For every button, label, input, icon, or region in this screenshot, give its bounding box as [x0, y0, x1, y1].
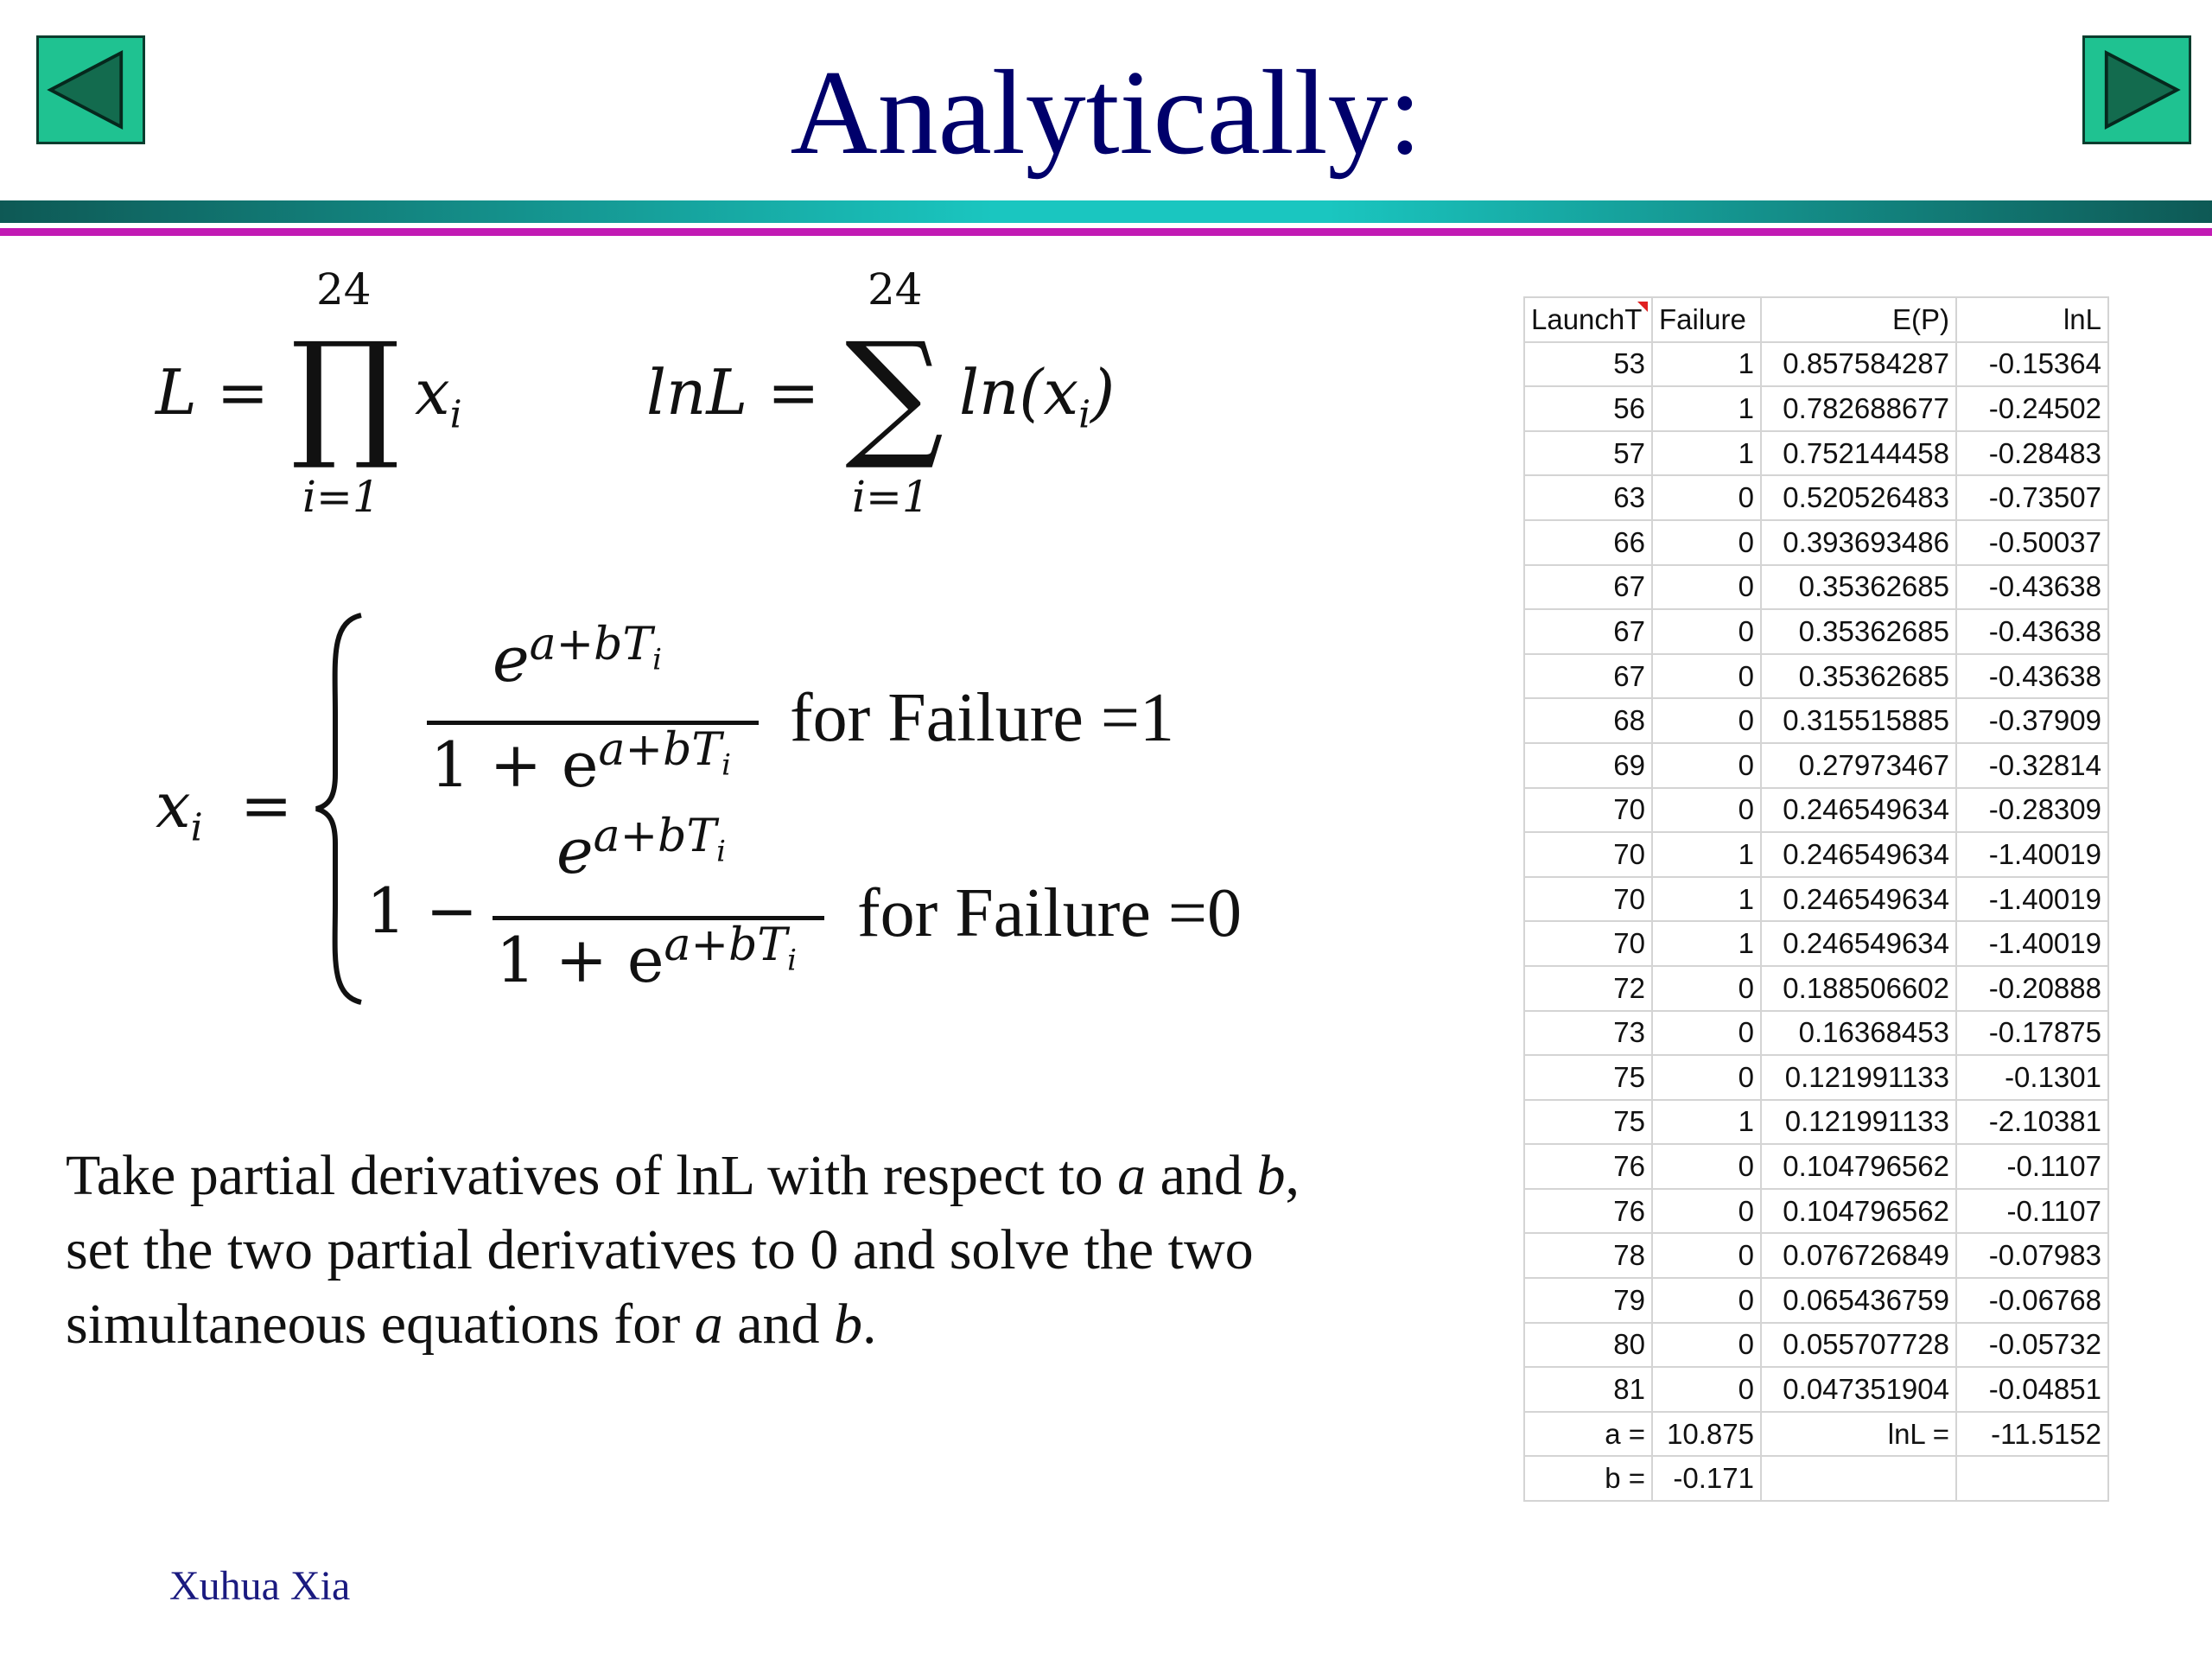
sum-upper-limit: 24	[868, 264, 923, 315]
table-cell: 78	[1524, 1233, 1652, 1278]
table-cell: -1.40019	[1956, 832, 2108, 877]
table-row	[1524, 877, 2108, 922]
table-cell: -0.1107	[1956, 1189, 2108, 1234]
header-failure: Failure	[1652, 297, 1761, 342]
table-row	[1524, 966, 2108, 1011]
table-cell: 0.857584287	[1761, 342, 1956, 387]
table-cell: 70	[1524, 921, 1652, 966]
table-row	[1524, 921, 2108, 966]
table-row	[1524, 1367, 2108, 1412]
table-cell: 0	[1652, 654, 1761, 699]
table-cell: 63	[1524, 475, 1652, 520]
table-cell: 75	[1524, 1100, 1652, 1145]
table-row	[1524, 1189, 2108, 1234]
table-cell: 53	[1524, 342, 1652, 387]
table-cell: b =	[1524, 1456, 1652, 1501]
table-cell: -0.73507	[1956, 475, 2108, 520]
table-cell: -0.06768	[1956, 1278, 2108, 1323]
summary-row	[1524, 1456, 2108, 1501]
table-cell: -0.04851	[1956, 1367, 2108, 1412]
table-row	[1524, 698, 2108, 743]
table-cell: -0.05732	[1956, 1323, 2108, 1368]
table-cell: 0.188506602	[1761, 966, 1956, 1011]
table-row	[1524, 788, 2108, 833]
header-launch-temp: LaunchT	[1524, 297, 1652, 342]
table-cell: -0.43638	[1956, 654, 2108, 699]
likelihood-spreadsheet	[1523, 296, 2109, 1502]
table-cell: -0.1107	[1956, 1144, 2108, 1189]
table-cell: 0.104796562	[1761, 1189, 1956, 1234]
table-cell: 75	[1524, 1055, 1652, 1100]
table-cell: -0.15364	[1956, 342, 2108, 387]
table-row	[1524, 743, 2108, 788]
table-cell: -0.28483	[1956, 431, 2108, 476]
table-row	[1524, 386, 2108, 431]
table-cell: 0	[1652, 1323, 1761, 1368]
table-cell: 0	[1652, 1055, 1761, 1100]
table-cell: 70	[1524, 877, 1652, 922]
xi-equals: =	[240, 769, 293, 842]
table-row	[1524, 1278, 2108, 1323]
table-row	[1524, 565, 2108, 610]
table-cell: 0	[1652, 1189, 1761, 1234]
xi-lhs: $x_i$	[156, 769, 203, 850]
title-divider-magenta	[0, 228, 2212, 236]
table-cell: 0	[1652, 788, 1761, 833]
table-cell: 67	[1524, 654, 1652, 699]
table-cell	[1761, 1456, 1956, 1501]
table-cell: 0.246549634	[1761, 832, 1956, 877]
table-cell: 0	[1652, 1367, 1761, 1412]
table-cell: 0.16368453	[1761, 1011, 1956, 1056]
table-cell: 0	[1652, 1233, 1761, 1278]
spreadsheet-header-row	[1524, 297, 2108, 342]
table-cell: -0.28309	[1956, 788, 2108, 833]
log-likelihood-lhs: lnL =	[646, 356, 820, 429]
instruction-line-3: simultaneous equations for a and b.	[66, 1293, 877, 1356]
table-cell: 68	[1524, 698, 1652, 743]
table-cell: 1	[1652, 877, 1761, 922]
case2-numerator: $e^{a+bT_i}$	[556, 810, 727, 887]
table-row	[1524, 520, 2108, 565]
table-cell: lnL =	[1761, 1412, 1956, 1457]
table-cell: 0	[1652, 609, 1761, 654]
table-cell: 0.121991133	[1761, 1055, 1956, 1100]
table-cell: 0.393693486	[1761, 520, 1956, 565]
table-cell: 0.35362685	[1761, 654, 1956, 699]
table-cell: 67	[1524, 565, 1652, 610]
table-cell: 0.121991133	[1761, 1100, 1956, 1145]
table-cell: 0	[1652, 475, 1761, 520]
table-cell: 67	[1524, 609, 1652, 654]
table-cell: 80	[1524, 1323, 1652, 1368]
table-cell: -2.10381	[1956, 1100, 2108, 1145]
table-row	[1524, 1011, 2108, 1056]
table-cell: 57	[1524, 431, 1652, 476]
table-cell: 1	[1652, 386, 1761, 431]
table-cell: -0.171	[1652, 1456, 1761, 1501]
table-cell: 0.055707728	[1761, 1323, 1956, 1368]
table-cell: 56	[1524, 386, 1652, 431]
table-cell: 0.076726849	[1761, 1233, 1956, 1278]
table-cell: 0.246549634	[1761, 788, 1956, 833]
table-cell: 1	[1652, 832, 1761, 877]
case2-condition: for Failure =0	[857, 875, 1242, 951]
table-cell: 0.104796562	[1761, 1144, 1956, 1189]
table-cell: 73	[1524, 1011, 1652, 1056]
table-row	[1524, 654, 2108, 699]
instruction-text	[66, 1139, 1431, 1362]
table-cell: 76	[1524, 1189, 1652, 1234]
table-cell: 0.047351904	[1761, 1367, 1956, 1412]
table-cell: 0.246549634	[1761, 921, 1956, 966]
table-cell: 66	[1524, 520, 1652, 565]
table-cell: -0.37909	[1956, 698, 2108, 743]
table-cell: 10.875	[1652, 1412, 1761, 1457]
instruction-line-2: set the two partial derivatives to 0 and solve the two	[66, 1218, 1254, 1281]
left-brace	[311, 610, 372, 1007]
table-cell: 70	[1524, 788, 1652, 833]
table-cell: 0	[1652, 966, 1761, 1011]
case2-denominator: $1 + e^{a+bT_i}$	[496, 919, 797, 996]
table-cell: 0.782688677	[1761, 386, 1956, 431]
table-cell: -0.32814	[1956, 743, 2108, 788]
case1-condition: for Failure =1	[790, 680, 1174, 756]
author-name: Xuhua Xia	[169, 1563, 351, 1609]
table-row	[1524, 1055, 2108, 1100]
table-row	[1524, 1100, 2108, 1145]
table-cell: 72	[1524, 966, 1652, 1011]
case1-numerator: $e^{a+bT_i}$	[493, 619, 663, 696]
spreadsheet-body	[1524, 342, 2108, 1501]
product-upper-limit: 24	[316, 264, 372, 315]
table-cell	[1956, 1456, 2108, 1501]
table-cell: 1	[1652, 1100, 1761, 1145]
table-cell: -0.17875	[1956, 1011, 2108, 1056]
title-divider-teal	[0, 200, 2212, 223]
header-log-likelihood: lnL	[1956, 297, 2108, 342]
table-cell: 0	[1652, 565, 1761, 610]
table-row	[1524, 832, 2108, 877]
case1-denominator: $1 + e^{a+bT_i}$	[430, 724, 731, 801]
product-symbol: ∏	[290, 312, 401, 474]
table-cell: 0	[1652, 698, 1761, 743]
table-cell: 0	[1652, 1011, 1761, 1056]
likelihood-lhs: L =	[156, 356, 270, 429]
table-cell: 0.27973467	[1761, 743, 1956, 788]
table-row	[1524, 1323, 2108, 1368]
table-cell: 69	[1524, 743, 1652, 788]
table-cell: 0	[1652, 520, 1761, 565]
instruction-line-1: Take partial derivatives of lnL with respect to a and b,	[66, 1144, 1300, 1207]
product-lower-limit: i=1	[302, 472, 380, 522]
summary-row	[1524, 1412, 2108, 1457]
sum-term: $\ln(x_i)$	[959, 356, 1116, 437]
table-cell: -0.50037	[1956, 520, 2108, 565]
table-cell: 0.315515885	[1761, 698, 1956, 743]
table-cell: -1.40019	[1956, 877, 2108, 922]
table-cell: -0.43638	[1956, 565, 2108, 610]
table-cell: 1	[1652, 342, 1761, 387]
table-cell: 70	[1524, 832, 1652, 877]
table-cell: 76	[1524, 1144, 1652, 1189]
table-row	[1524, 1233, 2108, 1278]
case2-prefix: 1 −	[366, 874, 479, 947]
table-row	[1524, 342, 2108, 387]
table-cell: 81	[1524, 1367, 1652, 1412]
table-row	[1524, 1144, 2108, 1189]
table-cell: -0.07983	[1956, 1233, 2108, 1278]
sum-symbol: ∑	[845, 312, 944, 474]
table-cell: -0.24502	[1956, 386, 2108, 431]
table-cell: 0.35362685	[1761, 609, 1956, 654]
product-term: $x_i$	[415, 356, 462, 437]
table-cell: 0.752144458	[1761, 431, 1956, 476]
table-cell: -0.43638	[1956, 609, 2108, 654]
table-cell: a =	[1524, 1412, 1652, 1457]
header-expected-probability: E(P)	[1761, 297, 1956, 342]
table-cell: 0.520526483	[1761, 475, 1956, 520]
table-cell: -1.40019	[1956, 921, 2108, 966]
table-cell: 1	[1652, 921, 1761, 966]
table-cell: -11.5152	[1956, 1412, 2108, 1457]
table-cell: -0.20888	[1956, 966, 2108, 1011]
slide-title: Analytically:	[790, 46, 1422, 180]
table-row	[1524, 431, 2108, 476]
sum-lower-limit: i=1	[852, 472, 930, 522]
table-cell: 0.246549634	[1761, 877, 1956, 922]
table-row	[1524, 609, 2108, 654]
table-cell: 0.35362685	[1761, 565, 1956, 610]
table-row	[1524, 475, 2108, 520]
table-cell: -0.1301	[1956, 1055, 2108, 1100]
table-cell: 79	[1524, 1278, 1652, 1323]
table-cell: 0	[1652, 743, 1761, 788]
table-cell: 1	[1652, 431, 1761, 476]
table-cell: 0	[1652, 1144, 1761, 1189]
table-cell: 0	[1652, 1278, 1761, 1323]
table-cell: 0.065436759	[1761, 1278, 1956, 1323]
